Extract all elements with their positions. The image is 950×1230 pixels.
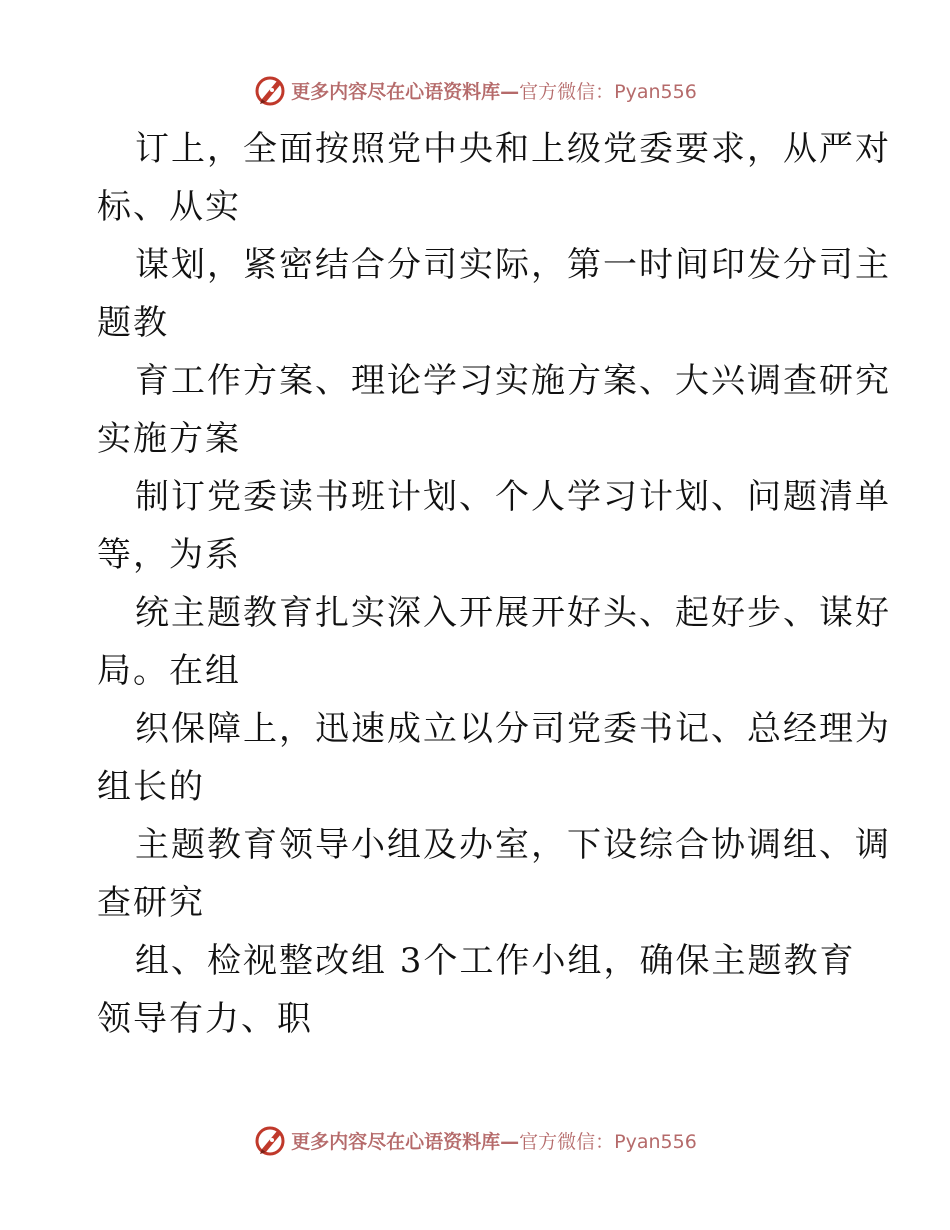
banner-title: 更多内容尽在心语资料库 bbox=[291, 1130, 501, 1153]
body-line: 实施方案 bbox=[97, 419, 241, 459]
pen-logo-icon bbox=[253, 73, 287, 107]
body-line: 局。在组 bbox=[97, 651, 241, 691]
banner-label bbox=[291, 77, 697, 104]
body-line: 统主题教育扎实深入开展开好头、起好步、谋好 bbox=[135, 593, 891, 633]
body-line: 织保障上，迅速成立以分司党委书记、总经理为 bbox=[135, 709, 891, 749]
document-body bbox=[97, 120, 891, 1048]
pen-logo-icon bbox=[253, 1123, 287, 1157]
banner-wechat: 官方微信：Pyan556 bbox=[519, 1130, 697, 1153]
body-line: 领导有力、职 bbox=[97, 999, 313, 1039]
body-line: 主题教育领导小组及办室，下设综合协调组、调 bbox=[135, 825, 891, 865]
banner-label bbox=[291, 1127, 697, 1154]
body-line: 育工作方案、理论学习实施方案、大兴调查研究 bbox=[135, 361, 891, 401]
body-line: 标、从实 bbox=[97, 187, 241, 227]
banner-dash: — bbox=[500, 80, 520, 103]
body-line: 订上，全面按照党中央和上级党委要求，从严对 bbox=[135, 129, 891, 169]
body-line: 制订党委读书班计划、个人学习计划、问题清单 bbox=[135, 477, 891, 517]
body-line: 查研究 bbox=[97, 883, 205, 923]
body-line: 谋划，紧密结合分司实际，第一时间印发分司主 bbox=[135, 245, 891, 285]
banner-dash: — bbox=[500, 1130, 520, 1153]
banner-wechat: 官方微信：Pyan556 bbox=[519, 80, 697, 103]
body-line: 等，为系 bbox=[97, 535, 241, 575]
body-line: 组长的 bbox=[97, 767, 205, 807]
banner-title: 更多内容尽在心语资料库 bbox=[291, 80, 501, 103]
header-banner bbox=[0, 70, 950, 110]
footer-banner bbox=[0, 1120, 950, 1160]
body-line: 题教 bbox=[97, 303, 169, 343]
body-line: 组、检视整改组 3个工作小组，确保主题教育 bbox=[135, 941, 856, 981]
